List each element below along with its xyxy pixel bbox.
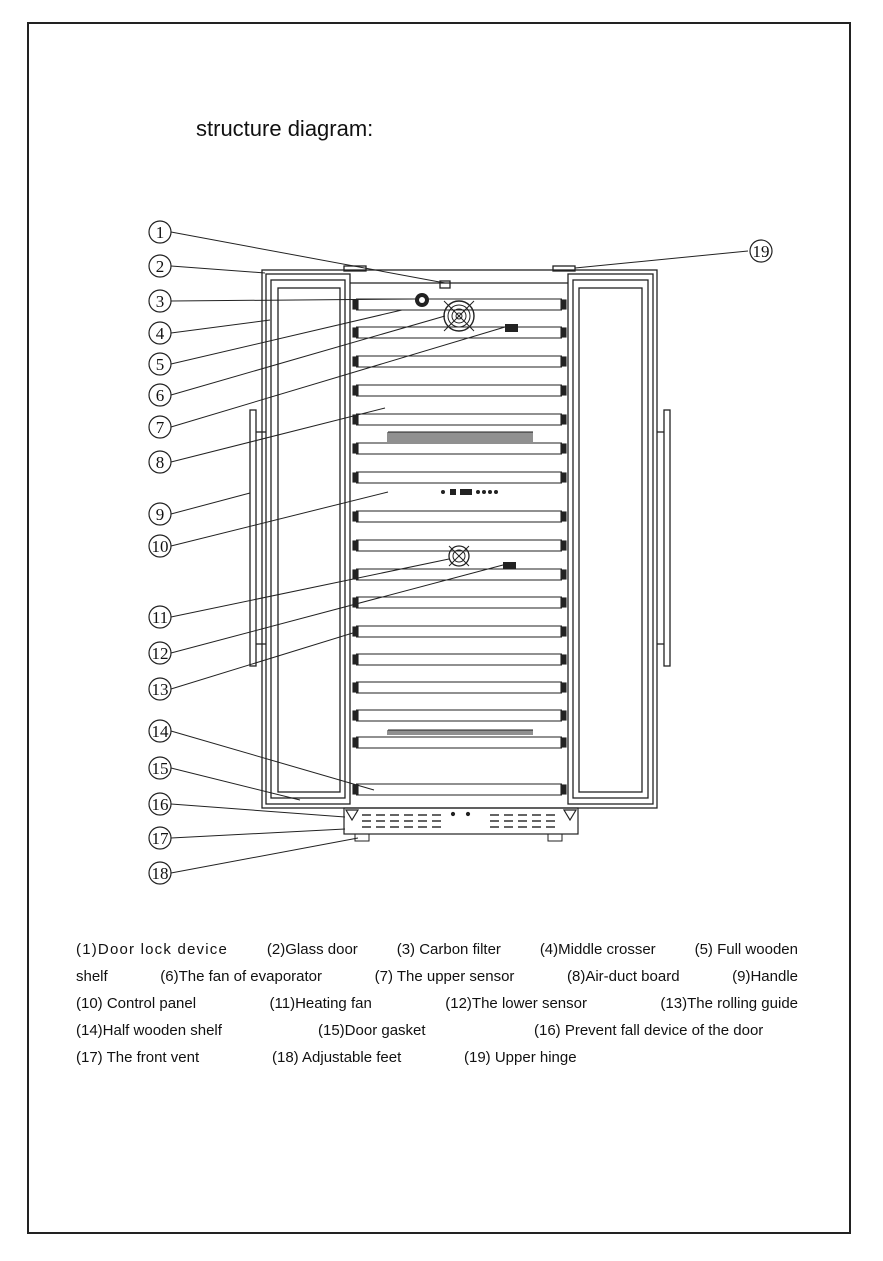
legend-item-door-gasket: (15)Door gasket: [318, 1022, 426, 1039]
callout-number: 7: [155, 418, 165, 437]
right-adjustable-foot: [548, 834, 562, 841]
left-glass-door: [266, 274, 350, 804]
evaporator-fan: [444, 301, 474, 331]
callout-number: 10: [151, 537, 169, 556]
legend-item-shelf: shelf: [76, 968, 108, 985]
legend-item-lower-sensor: (12)The lower sensor: [445, 995, 587, 1012]
front-vent-slots: [362, 815, 555, 827]
callout-16: [149, 793, 171, 815]
callout-19: [750, 240, 772, 262]
callout-17: [149, 827, 171, 849]
callout-number: 17: [151, 829, 169, 848]
callout-10: [149, 535, 171, 557]
legend-item-rolling-guide: (13)The rolling guide: [660, 995, 798, 1012]
callout-number: 8: [155, 453, 165, 472]
legend-item-front-vent: (17) The front vent: [76, 1049, 200, 1066]
callout-18: [149, 862, 171, 884]
callout-8: [149, 451, 171, 473]
legend-item-evaporator-fan: (6)The fan of evaporator: [160, 968, 323, 985]
shelf: [353, 710, 566, 721]
shelf: [353, 472, 566, 483]
carbon-filter: [415, 293, 429, 307]
shelf: [353, 414, 566, 425]
legend-item-full-wooden: (5) Full wooden: [694, 941, 798, 958]
legend-item-prevent-fall: (16) Prevent fall device of the door: [534, 1022, 764, 1039]
legend-item-glass-door: (2)Glass door: [266, 941, 358, 958]
parts-legend: [76, 936, 798, 1071]
callout-3: [149, 290, 171, 312]
control-panel: [441, 489, 498, 495]
callout-number: 14: [151, 722, 169, 741]
callout-1: [149, 221, 171, 243]
legend-item-door-lock: (1)Door lock device: [76, 941, 229, 958]
legend-item-heating-fan: (11)Heating fan: [269, 995, 372, 1012]
legend-item-upper-hinge: (19) Upper hinge: [464, 1049, 577, 1066]
callout-number: 3: [155, 292, 165, 311]
heating-fan: [449, 546, 469, 566]
cabinet-body: [262, 270, 657, 808]
callout-number: 16: [151, 795, 169, 814]
shelf: [353, 626, 566, 637]
lower-sensor: [503, 562, 516, 569]
legend-row-4: [76, 1017, 798, 1044]
callout-number: 9: [155, 505, 165, 524]
legend-item-handle: (9)Handle: [732, 968, 798, 985]
shelf: [353, 597, 566, 608]
callout-number: 12: [151, 644, 169, 663]
callout-number: 15: [151, 759, 169, 778]
shelf: [353, 356, 566, 367]
right-handle: [657, 410, 670, 666]
callout-number: 19: [752, 242, 770, 261]
callout-14: [149, 720, 171, 742]
shelf: [353, 737, 566, 748]
callout-11: [149, 606, 171, 628]
legend-item-adjustable-feet: (18) Adjustable feet: [272, 1049, 402, 1066]
callout-7: [149, 416, 171, 438]
callout-number: 18: [151, 864, 169, 883]
page-title: structure diagram:: [196, 116, 374, 141]
legend-item-upper-sensor: (7) The upper sensor: [374, 968, 515, 985]
callout-12: [149, 642, 171, 664]
legend-item-half-wooden-shelf: (14)Half wooden shelf: [76, 1022, 222, 1039]
callout-number: 2: [155, 257, 165, 276]
legend-item-control-panel: (10) Control panel: [76, 995, 197, 1012]
shelf: [353, 327, 566, 338]
right-glass-door: [568, 274, 653, 804]
left-adjustable-foot: [355, 834, 369, 841]
callout-2: [149, 255, 171, 277]
legend-row-1: [76, 936, 798, 963]
callout-6: [149, 384, 171, 406]
shelf: [353, 385, 566, 396]
shelf: [353, 682, 566, 693]
shelf: [353, 443, 566, 454]
callout-9: [149, 503, 171, 525]
legend-item-carbon-filter: (3) Carbon filter: [396, 941, 501, 958]
shelf: [353, 784, 566, 795]
callout-number: 13: [151, 680, 169, 699]
legend-row-3: [76, 990, 798, 1017]
callout-number: 1: [155, 223, 165, 242]
left-handle: [250, 410, 266, 666]
callout-number: 11: [151, 608, 169, 627]
air-duct-vent-lower: [388, 730, 533, 735]
callout-number: 5: [155, 355, 165, 374]
callout-number: 4: [155, 324, 165, 343]
air-duct-vent-upper: [388, 432, 533, 442]
callout-13: [149, 678, 171, 700]
callout-number: 6: [155, 386, 165, 405]
legend-item-middle-crosser: (4)Middle crosser: [539, 941, 656, 958]
legend-row-5: [76, 1044, 798, 1071]
callout-15: [149, 757, 171, 779]
leader-lines: [171, 232, 748, 873]
callout-5: [149, 353, 171, 375]
shelves: [353, 299, 566, 795]
shelf: [353, 654, 566, 665]
legend-item-air-duct-board: (8)Air-duct board: [567, 968, 680, 985]
shelf: [353, 511, 566, 522]
legend-row-2: [76, 963, 798, 990]
callout-4: [149, 322, 171, 344]
shelf: [353, 569, 566, 580]
upper-sensor: [505, 324, 518, 332]
